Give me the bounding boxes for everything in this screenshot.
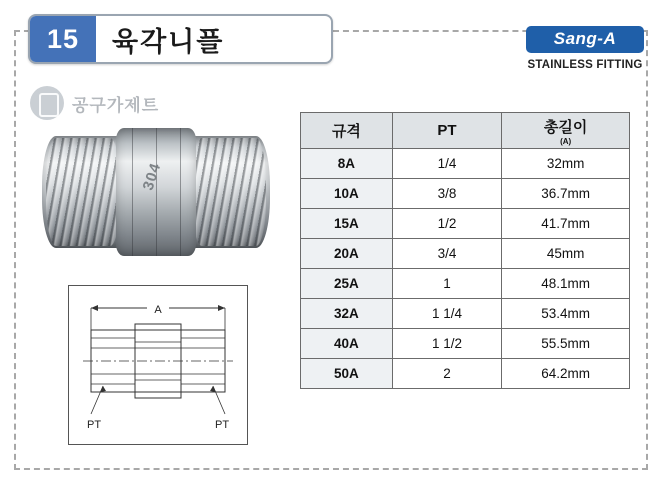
svg-text:A: A bbox=[154, 304, 162, 316]
brand-subtitle: STAINLESS FITTING bbox=[527, 59, 643, 71]
page-header bbox=[28, 14, 333, 64]
brand-logo: Sang-A bbox=[526, 26, 644, 53]
table-row bbox=[301, 149, 630, 179]
watermark-label: 공구가제트 bbox=[72, 95, 160, 115]
cell-size: 32A bbox=[301, 299, 393, 329]
table-header-row bbox=[301, 113, 630, 149]
table-row bbox=[301, 269, 630, 299]
drawing-label-pt-right: PT bbox=[215, 419, 230, 431]
cell-pt: 1/2 bbox=[392, 209, 502, 239]
watermark bbox=[30, 86, 159, 120]
table-row bbox=[301, 209, 630, 239]
item-number: 15 bbox=[30, 16, 96, 62]
thread-right bbox=[192, 138, 266, 246]
column-header-length: 총길이 (A) bbox=[502, 113, 630, 149]
cell-length: 41.7mm bbox=[502, 209, 630, 239]
page-title: 육각니플 bbox=[112, 26, 225, 57]
drawing-label-pt-left: PT bbox=[87, 419, 102, 431]
tool-badge-icon bbox=[30, 86, 64, 120]
column-header-pt: PT bbox=[392, 113, 502, 149]
cell-size: 15A bbox=[301, 209, 393, 239]
technical-drawing bbox=[68, 285, 248, 445]
cell-length: 53.4mm bbox=[502, 299, 630, 329]
cell-size: 50A bbox=[301, 359, 393, 389]
cell-size: 10A bbox=[301, 179, 393, 209]
table-row bbox=[301, 299, 630, 329]
cell-length: 64.2mm bbox=[502, 359, 630, 389]
thread-left bbox=[46, 138, 120, 246]
cell-length: 48.1mm bbox=[502, 269, 630, 299]
hex-flats bbox=[116, 128, 196, 256]
material-stamp: 304 bbox=[139, 160, 165, 193]
cell-pt: 1 1/2 bbox=[392, 329, 502, 359]
column-header-size: 규격 bbox=[301, 113, 393, 149]
brand-block bbox=[526, 26, 644, 71]
cell-pt: 1 1/4 bbox=[392, 299, 502, 329]
cell-pt: 2 bbox=[392, 359, 502, 389]
cell-pt: 1 bbox=[392, 269, 502, 299]
table-row bbox=[301, 179, 630, 209]
cell-pt: 3/4 bbox=[392, 239, 502, 269]
cell-size: 8A bbox=[301, 149, 393, 179]
table-row bbox=[301, 239, 630, 269]
hex-nipple-illustration bbox=[42, 128, 270, 256]
table-row bbox=[301, 359, 630, 389]
cell-pt: 3/8 bbox=[392, 179, 502, 209]
cell-length: 32mm bbox=[502, 149, 630, 179]
table-row bbox=[301, 329, 630, 359]
spec-table bbox=[300, 112, 630, 389]
cell-length: 45mm bbox=[502, 239, 630, 269]
cell-length: 36.7mm bbox=[502, 179, 630, 209]
column-header-length-unit: (A) bbox=[560, 136, 572, 146]
cell-size: 40A bbox=[301, 329, 393, 359]
cell-size: 25A bbox=[301, 269, 393, 299]
cell-length: 55.5mm bbox=[502, 329, 630, 359]
product-photo bbox=[34, 100, 284, 285]
cell-pt: 1/4 bbox=[392, 149, 502, 179]
cell-size: 20A bbox=[301, 239, 393, 269]
